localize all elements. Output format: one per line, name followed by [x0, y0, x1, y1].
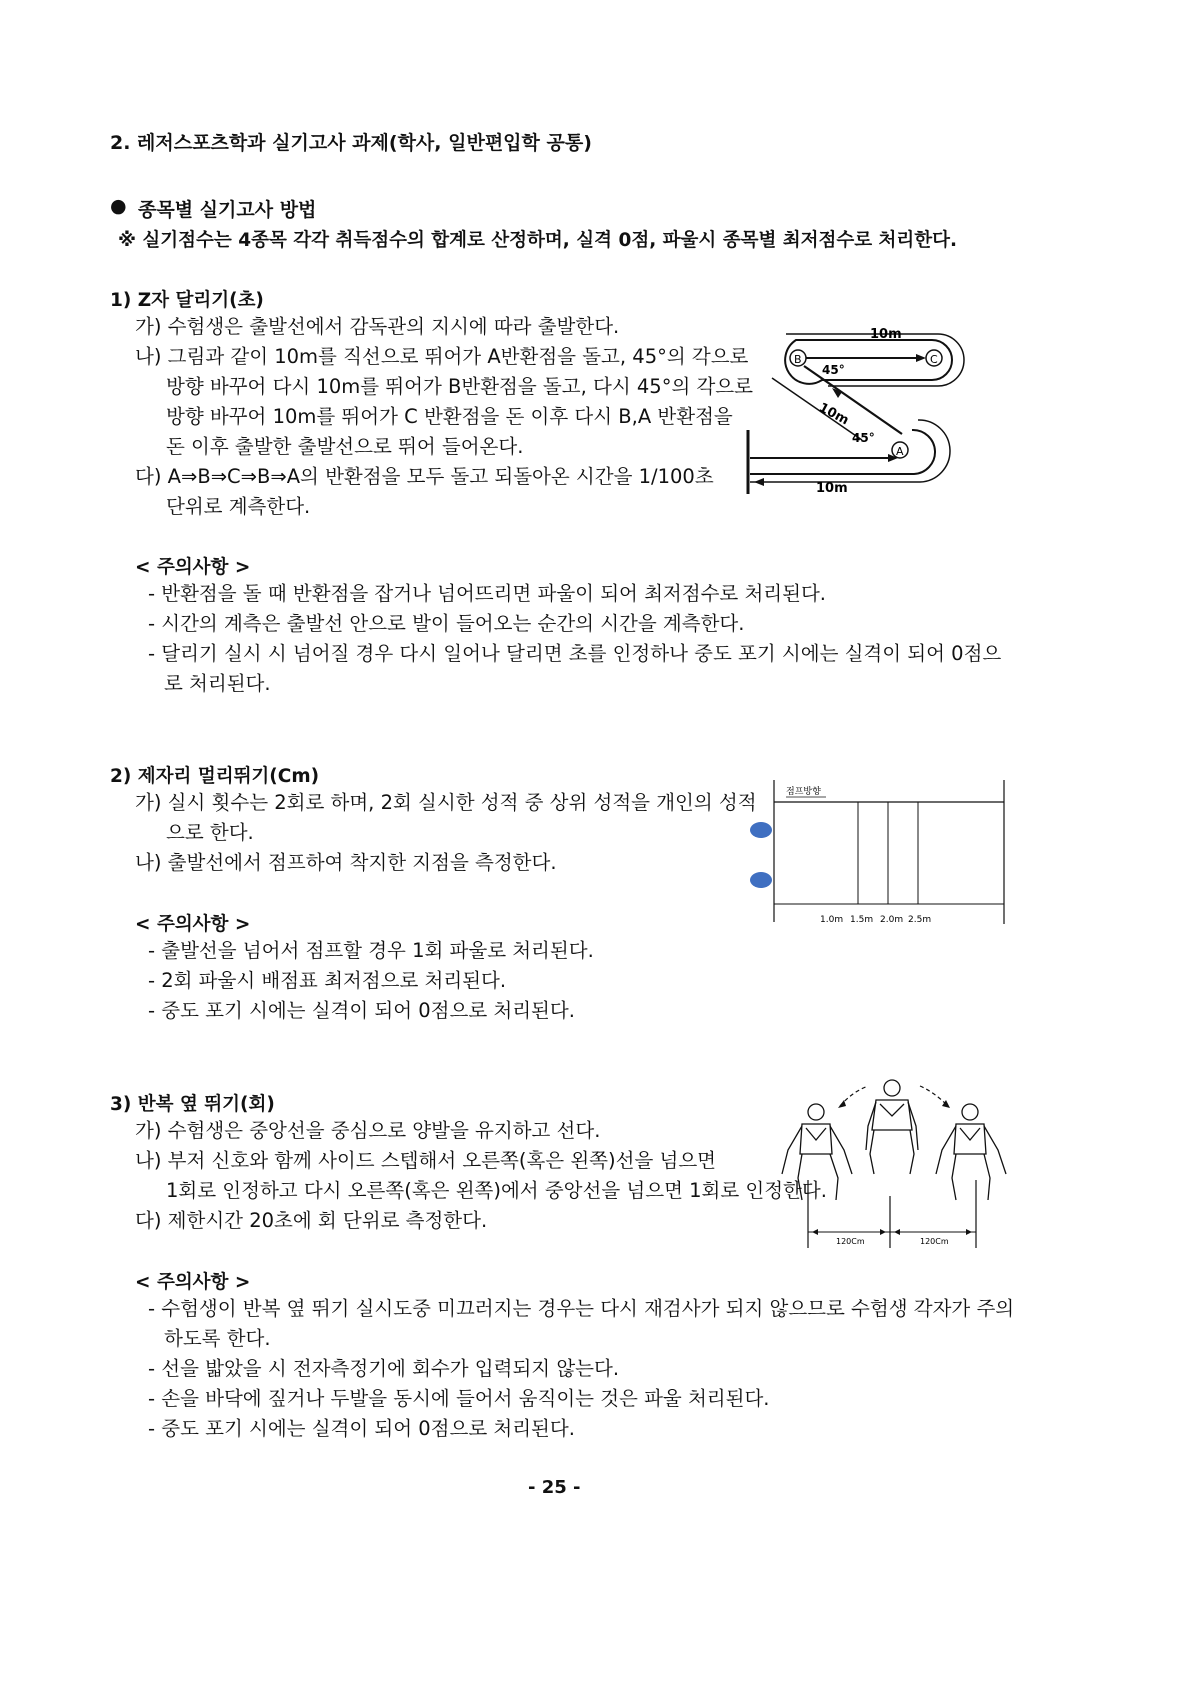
distance-label-top: 10m	[870, 327, 902, 342]
distance-label-left: 120Cm	[836, 1237, 865, 1246]
tick-label: 1.5m	[850, 915, 874, 925]
long-jump-diagram	[746, 776, 1008, 928]
tick-label: 1.0m	[820, 915, 844, 925]
list-item: 으로 한다.	[166, 821, 254, 844]
point-b-label: B	[794, 353, 802, 366]
point-c-label: C	[930, 353, 938, 366]
side-step-diagram	[772, 1070, 1022, 1252]
tick-label: 2.5m	[908, 915, 932, 925]
distance-label-mid: 10m	[816, 400, 852, 429]
caution-item: - 수험생이 반복 옆 뛰기 실시도중 미끄러지는 경우는 다시 재검사가 되지 않으므로 수험생 각자가 주의	[148, 1297, 1015, 1320]
athlete-figure-left	[782, 1104, 852, 1200]
section-heading: 1) Z자 달리기(초)	[110, 290, 264, 311]
distance-label-right: 120Cm	[920, 1237, 949, 1246]
list-item: 방향 바꾸어 10m를 뛰어가 C 반환점을 돈 이후 다시 B,A 반환점을	[166, 405, 733, 428]
caution-item: - 시간의 계측은 출발선 안으로 발이 들어오는 순간의 시간을 계측한다.	[148, 612, 745, 635]
tick-label: 2.0m	[880, 915, 904, 925]
point-a-label: A	[896, 445, 904, 458]
list-item: 나) 그림과 같이 10m를 직선으로 뛰어가 A반환점을 돌고, 45°의 각으로	[135, 345, 749, 368]
scoring-note: ※ 실기점수는 4종목 각각 취득점수의 합계로 산정하며, 실격 0점, 파울시 종목별 최저점수로 처리한다.	[118, 230, 958, 251]
angle-label: 45°	[822, 363, 845, 377]
list-item: 가) 수험생은 중앙선을 중심으로 양발을 유지하고 선다.	[135, 1119, 601, 1142]
caution-item: - 손을 바닥에 짚거나 두발을 동시에 들어서 움직이는 것은 파울 처리된다.	[148, 1387, 770, 1410]
caution-heading: < 주의사항 >	[135, 1272, 251, 1293]
bullet-icon: ●	[110, 195, 127, 217]
section-heading: 3) 반복 옆 뛰기(회)	[110, 1094, 275, 1115]
section-heading: 2) 제자리 멀리뛰기(Cm)	[110, 766, 320, 787]
list-item: 가) 실시 횟수는 2회로 하며, 2회 실시한 성적 중 상위 성적을 개인의 성적	[135, 791, 757, 814]
list-item: 단위로 계측한다.	[166, 495, 311, 518]
list-item: 다) 제한시간 20초에 회 단위로 측정한다.	[135, 1209, 488, 1232]
caution-item: - 중도 포기 시에는 실격이 되어 0점으로 처리된다.	[148, 1417, 575, 1440]
caution-heading: < 주의사항 >	[135, 914, 251, 935]
z-run-diagram	[742, 318, 974, 500]
caution-item: - 출발선을 넘어서 점프할 경우 1회 파울로 처리된다.	[148, 939, 594, 962]
caution-item: - 2회 파울시 배점표 최저점으로 처리된다.	[148, 969, 507, 992]
page-number: - 25 -	[528, 1477, 581, 1498]
list-item: 나) 출발선에서 점프하여 착지한 지점을 측정한다.	[135, 851, 557, 874]
caution-item: - 반환점을 돌 때 반환점을 잡거나 넘어뜨리면 파울이 되어 최저점수로 처리된다.	[148, 582, 827, 605]
list-item: 나) 부저 신호와 함께 사이드 스텝해서 오른쪽(혹은 왼쪽)선을 넘으면	[135, 1149, 717, 1172]
athlete-figure-center	[866, 1080, 918, 1174]
direction-label: 점프방향	[786, 787, 821, 797]
distance-label-bottom: 10m	[816, 481, 848, 496]
foot-marker	[750, 822, 772, 838]
caution-heading: < 주의사항 >	[135, 557, 251, 578]
caution-item: - 선을 밟았을 시 전자측정기에 회수가 입력되지 않는다.	[148, 1357, 620, 1380]
caution-item: 하도록 한다.	[164, 1327, 271, 1350]
foot-marker	[750, 872, 772, 888]
caution-item: 로 처리된다.	[164, 672, 271, 695]
list-item: 가) 수험생은 출발선에서 감독관의 지시에 따라 출발한다.	[135, 315, 620, 338]
caution-item: - 달리기 실시 시 넘어질 경우 다시 일어나 달리면 초를 인정하나 중도 포기 시에는 실격이 되어 0점으	[148, 642, 1002, 665]
list-item: 돈 이후 출발한 출발선으로 뛰어 들어온다.	[166, 435, 524, 458]
caution-item: - 중도 포기 시에는 실격이 되어 0점으로 처리된다.	[148, 999, 575, 1022]
list-item: 다) A⇒B⇒C⇒B⇒A의 반환점을 모두 돌고 되돌아온 시간을 1/100초	[135, 465, 714, 488]
method-heading: 종목별 실기고사 방법	[138, 199, 317, 221]
list-item: 1회로 인정하고 다시 오른쪽(혹은 왼쪽)에서 중앙선을 넘으면 1회로 인정한다.	[166, 1179, 827, 1202]
list-item: 방향 바꾸어 다시 10m를 뛰어가 B반환점을 돌고, 다시 45°의 각으로	[166, 375, 753, 398]
athlete-figure-right	[936, 1104, 1006, 1200]
page-title: 2. 레저스포츠학과 실기고사 과제(학사, 일반편입학 공통)	[110, 132, 592, 154]
angle-label: 45°	[852, 431, 875, 445]
